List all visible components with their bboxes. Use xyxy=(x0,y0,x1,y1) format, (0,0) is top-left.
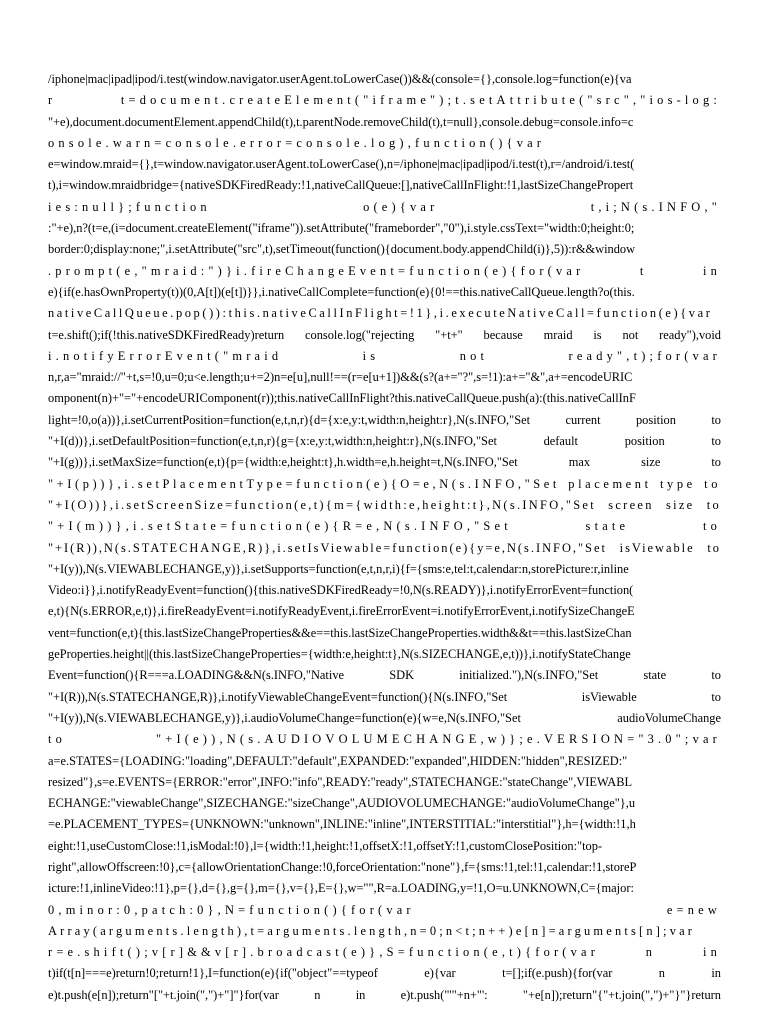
code-line: e)t.push(e[n]);return"["+t.join(",")+"]"}for(var n in e)t.push("'"+n+"': "+e[n]);return"{"+t.join(",")+"}"}return xyxy=(48,987,721,1002)
code-line: /iphone|mac|ipad|ipod/i.test(window.navigator.userAgent.toLowerCase())&&(console={},console.log=function(e){va xyxy=(48,72,632,86)
code-line: "+I(m))},i.setState=function(e){R=e,N(s.INFO,"Set state to xyxy=(48,519,721,534)
code-line: =e.PLACEMENT_TYPES={UNKNOWN:"unknown",INLINE:"inline",INTERSTITIAL:"interstitial"},h={width:!1,h xyxy=(48,817,636,832)
code-line: light=!0,o(a))},i.setCurrentPosition=function(e,t,n,r){d={x:e,y:t,width:n,height:r},N(s.INFO,"Set current position to xyxy=(48,412,721,427)
code-line: Video:i}},i.notifyReadyEvent=function(){this.nativeSDKFiredReady=!0,N(s.READY)},i.notifyErrorEvent=function( xyxy=(48,583,634,598)
code-line: "+I(p))},i.setPlacementType=function(e){O=e,N(s.INFO,"Set placement type to xyxy=(48,476,721,491)
code-line: i.notifyErrorEvent("mraid is not ready",t);for(var xyxy=(48,348,721,363)
code-line: ECHANGE:"viewableChange",SIZECHANGE:"sizeChange",AUDIOVOLUMECHANGE:"audioVolumeChange"},u xyxy=(48,796,636,811)
code-line: e){if(e.hasOwnProperty(t))(0,A[t])(e[t])}},i.nativeCallComplete=function(e){0!==this.nativeCallQueue.length?o(this. xyxy=(48,284,635,299)
code-line: t)if(t[n]===e)return!0;return!1},I=function(e){if("object"==typeof e){var t=[];if(e.push){for(var n in xyxy=(48,966,721,981)
code-line: "+I(g))},i.setMaxSize=function(e,t){p={width:e,height:t},h.width=e,h.height=t,N(s.INFO,"Set max size to xyxy=(48,455,721,470)
code-line: "+I(d))},i.setDefaultPosition=function(e,t,n,r){g={x:e,y:t,width:n,height:r},N(s.INFO,"Set default position to xyxy=(48,434,721,449)
code-line: "+I(y)),N(s.VIEWABLECHANGE,y)},i.audioVolumeChange=function(e){w=e,N(s.INFO,"Set audioVolumeChange xyxy=(48,710,721,725)
code-line: t=e.shift();if(!this.nativeSDKFiredReady)return console.log("rejecting "+t+" because mraid is not ready"),void xyxy=(48,327,721,342)
code-line: "+I(O))},i.setScreenSize=function(e,t){m={width:e,height:t},N(s.INFO,"Set screen size to xyxy=(48,497,721,512)
code-line: resized"},s=e.EVENTS={ERROR:"error",INFO:"info",READY:"ready",STATECHANGE:"stateChange",VIEWABL xyxy=(48,774,633,789)
code-line: nativeCallQueue.pop()):this.nativeCallInFlight=!1},i.executeNativeCall=function(e){var xyxy=(48,306,713,321)
code-line: eight:!1,useCustomClose:!1,isModal:!0},l={width:!1,height:!1,offsetX:!1,offsetY:!1,customClosePosition:"top- xyxy=(48,838,603,853)
code-line: :"+e),n?(t=e,(i=document.createElement("iframe")).setAttribute("frameborder","0"),i.style.cssText="width:0;height:0; xyxy=(48,221,635,236)
code-line: border:0;display:none;",i.setAttribute("src",t),setTimeout(function(){document.body.appendChild(i)},5)):r&&window xyxy=(48,242,636,257)
code-line: to "+I(e)),N(s.AUDIOVOLUMECHANGE,w)};e.VERSION="3.0";var xyxy=(48,732,721,747)
code-line: vent=function(e,t){this.lastSizeChangeProperties&&e==this.lastSizeChangeProperties.width&&t==this.lastSizeChan xyxy=(48,625,632,640)
code-line: "+I(R)),N(s.STATECHANGE,R)},i.setIsViewable=function(e){y=e,N(s.INFO,"Set isViewable to xyxy=(48,540,721,555)
code-line: onsole.warn=console.error=console.log),function(){var xyxy=(48,135,546,150)
code-line: r=e.shift();v[r]&&v[r].broadcast(e)},S=function(e,t){for(var n in xyxy=(48,945,721,960)
code-line: n,r,a="mraid://"+t,s=!0,u=0;u<e.length;u+=2)n=e[u],null!==(r=e[u+1])&&(s?(a+="?",s=!1):a+="&",a+=encodeURIC xyxy=(48,370,633,385)
code-line: ies:null};function o(e){var t,i;N(s.INFO," xyxy=(48,199,721,214)
code-line: t),i=window.mraidbridge={nativeSDKFiredReady:!1,nativeCallQueue:[],nativeCallInFlight:!1,lastSizeChangePropert xyxy=(48,178,634,193)
code-line: "+I(R)),N(s.STATECHANGE,R)},i.notifyViewableChangeEvent=function(){N(s.INFO,"Set isViewable to xyxy=(48,689,721,704)
code-line: .prompt(e,"mraid:")}i.fireChangeEvent=function(e){for(var t in xyxy=(48,263,721,278)
code-line: 0,minor:0,patch:0},N=function(){for(var e=new xyxy=(48,902,721,917)
code-line: icture:!1,inlineVideo:!1},p={},d={},g={},m={},v={},E={},w="",R=a.LOADING,y=!1,O=u.UNKNOWN,C={major: xyxy=(48,881,634,896)
code-line: right",allowOffscreen:!0},c={allowOrientationChange:!0,forceOrientation:"none"},f={sms:!1,tel:!1,calendar:!1,storeP xyxy=(48,859,637,874)
code-line: e,t){N(s.ERROR,e,t)},i.fireReadyEvent=i.notifyReadyEvent,i.fireErrorEvent=i.notifyErrorEvent,i.notifySizeChangeE xyxy=(48,604,635,619)
code-line: a=e.STATES={LOADING:"loading",DEFAULT:"default",EXPANDED:"expanded",HIDDEN:"hidden",RESIZED:" xyxy=(48,753,628,768)
code-line: omponent(n)+"="+encodeURIComponent(r));this.nativeCallInFlight?this.nativeCallQueue.push(a):(this.nativeCallInF xyxy=(48,391,636,406)
code-line: geProperties.height||(this.lastSizeChangeProperties={width:e,height:t},N(s.SIZECHANGE,e,t))},i.notifyStateChange xyxy=(48,647,631,662)
code-line: Array(arguments.length),t=arguments.length,n=0;n<t;n++)e[n]=arguments[n];var xyxy=(48,923,696,938)
code-line: "+e),document.documentElement.appendChild(t),t.parentNode.removeChild(t),t=null},console.debug=console.info=c xyxy=(48,114,634,129)
code-line: e=window.mraid={},t=window.navigator.userAgent.toLowerCase(),n=/iphone|mac|ipad|ipod/i.test(t),r=/android/i.test( xyxy=(48,157,635,172)
code-line: r t=document.createElement("iframe");t.setAttribute("src","ios-log: xyxy=(48,93,721,108)
code-document xyxy=(48,69,721,1006)
code-line: Event=function(){R===a.LOADING&&N(s.INFO,"Native SDK initialized."),N(s.INFO,"Set state to xyxy=(48,668,721,683)
code-line: "+I(y)),N(s.VIEWABLECHANGE,y)},i.setSupports=function(e,t,n,r,i){f={sms:e,tel:t,calendar:n,storePicture:r,inline xyxy=(48,561,629,576)
